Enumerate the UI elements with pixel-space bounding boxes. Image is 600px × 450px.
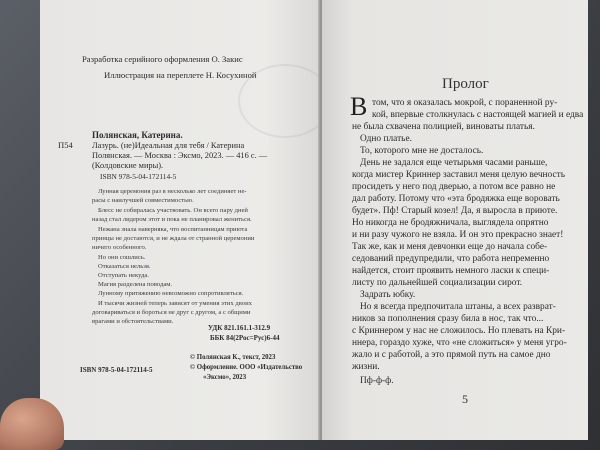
copyright-line: © Полянская К., текст, 2023 [190,354,276,361]
copyright-line: © Оформление. ООО «Издательство [190,364,303,371]
text-line: когда мистер Криннер заставил меня целую вечность [352,170,566,180]
text-line: листу по дальнейшей социализации сирот. [352,278,523,288]
text-line: с Криннером у нас не сложилось. Но плевать на Кри- [352,326,566,336]
annotation-line: расы с наилучшей совместимостью. [92,197,194,204]
text-line: Но никогда не бродяжничала, выглядела опрятно [352,218,549,228]
text-line: том, что я оказалась мокрой, с пораненной ру- [372,98,558,108]
text-line: седований предупредили, что работа непременно [352,254,550,264]
text-line: ннера, гораздо хуже, что «не сложиться» у меня угро- [352,338,567,348]
biblio-line: Лазурь. (не)Идеальная для тебя / Катерина [92,141,245,150]
text-line: и ни разу чужого не взяла. И он это прекрасно знает! [352,230,564,240]
annotation-line: Нежана знала наверняка, что воспитанницам приюта [98,226,248,233]
annotation-line: назад стал лидером этот и пока не планировал жениться. [92,216,252,223]
chapter-title: Пролог [442,76,489,92]
annotation-line: Лунному притяжению невозможно сопротивляться. [98,290,244,297]
text-line: ников за пополнения сразу била в нос, так что... [352,314,544,324]
cover-illustration-credit: Иллюстрация на переплете Н. Косухиной [104,70,257,80]
text-line: не была схвачена полицией, виноваты платья. [352,122,535,132]
text-line: Одно платье. [360,134,412,144]
annotation-line: И тысячи жизней теперь зависят от умения этих двоих [98,300,252,307]
annotation-line: Блесс не собиралась участвовать. Он всего пару дней [98,207,248,214]
text-line: найдется, стоит проявить немного ласки к специ- [352,266,550,276]
text-line: дал работу. Потому что «эта бродяжка еще воровать [352,194,560,204]
text-line: То, которого мне не досталось. [360,146,484,156]
text-line: День не задался еще четырьмя часами раньше, [360,158,548,168]
copyright-line: «Эксмо», 2023 [203,374,247,381]
annotation-line: Но они сошлись. [98,254,146,261]
annotation-line: принцы не достаются, и не ждала от странной церемонии [92,235,255,242]
right-page [322,0,588,440]
text-line: кой, впервые столкнулась с настоящей магией и едва [372,110,584,120]
annotation-line: Отступать некуда. [98,272,149,279]
text-line: будет». Пф! Старый козел! Да, я выросла в приюте. [352,206,558,216]
biblio-line: Полянская. — Москва : Эксмо, 2023. — 416 с. — [92,151,268,160]
thumb-holding-book [0,398,64,450]
drop-cap: В [350,92,368,121]
text-line: жизни. [352,362,380,372]
page-number: 5 [462,392,468,406]
library-code: П54 [58,140,73,150]
biblio-line: (Колдовские миры). [92,161,164,170]
udk-code: УДК 821.161.1-312.9 [208,324,271,332]
annotation-line: договариваться и бороться не друг с другом, а с общими [92,309,251,316]
annotation-line: врагами и обстоятельствами. [92,318,174,325]
text-line: жало и с работой, а это прямой путь на самое дно [352,350,551,360]
annotation-line: ничего особенного. [92,244,147,251]
left-page [40,0,320,440]
annotation-line: Отказаться нельзя. [98,263,151,270]
text-line: Но я всегда предпочитала штаны, а всех разврат- [360,302,556,312]
bbk-code: ББК 84(2Рос=Рус)6-44 [210,334,280,342]
text-line: Так же, как и меня девчонки еще до начала собе- [352,242,548,252]
book-author: Полянская, Катерина. [92,130,183,140]
open-book [40,0,588,440]
text-line: Задрать юбку. [360,290,416,300]
text-line: просидеть у него под дверью, а потом все равно не [352,182,556,192]
biblio-isbn: ISBN 978-5-04-172114-5 [100,172,177,181]
text-line: Пф-ф-ф. [360,376,394,386]
annotation-line: Магия разделена поводам. [98,281,173,288]
series-design-credit: Разработка серийного оформления О. Закис [82,54,243,64]
isbn-code: ISBN 978-5-04-172114-5 [80,366,153,374]
annotation-line: Лунная церемония раз в несколько лет соединяет не- [98,188,247,195]
